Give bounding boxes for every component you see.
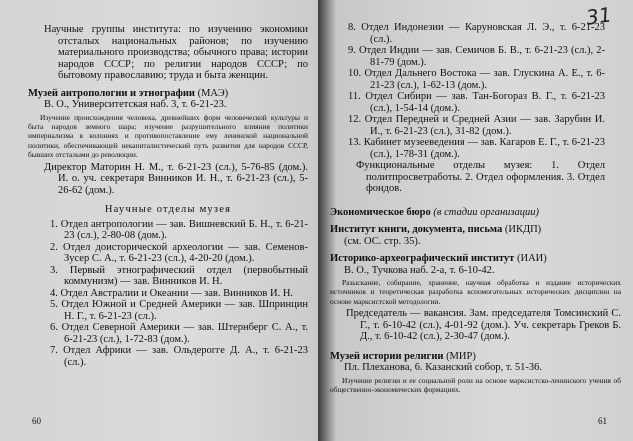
page-number: 61 — [598, 416, 607, 426]
department-item: 13. Кабинет музееведения — зав. Кагаров Е. Г., т. 6-21-23 (сл.), 1-78-31 (дом.). — [348, 137, 605, 160]
econ-note: (в стадии организации) — [433, 206, 540, 218]
iai-heading — [330, 253, 621, 265]
mae-heading — [28, 88, 308, 100]
mae-title: Музей антропологии и этнографии — [28, 87, 195, 99]
iai-staff: Председатель — вакансия. Зам. председателя Томсинский С. Г., т. 6-10-42 (сл.), 4-01-92 (дом.). Уч. секретарь Греков Б. Д., т. 6-10-42 (сл.), 2-30-47 (дом.). — [346, 308, 621, 343]
ikdp-ref: (см. ОС. стр. 35). — [344, 235, 421, 247]
mae-description: Изучение происхождения человека, древнейших форм человеческой культуры и быта народов земного шара; изучение разрушительного влияния политики империализма в колониях и противопоставление ему ленинской национальной политики, обеспечивающей некапиталистический путь развития для народов СССР, бывших отсталыми до революции. — [28, 112, 308, 160]
department-item: 8. Отдел Индонезии — Каруновская Л. Э., т. 6-21-23 (сл.). — [348, 22, 605, 45]
department-item: 4. Отдел Австралии и Океании — зав. Винников И. Н. — [50, 287, 294, 299]
department-item: 6. Отдел Северной Америки — зав. Штернберг С. А., т. 6-21-23 (сл.), 1-72-83 (дом.). — [50, 322, 308, 345]
iai-title: Историко-археографический институт — [330, 253, 515, 264]
departments-heading: Научные отделы музея — [104, 204, 232, 216]
iai-description: Разыскание, собирание, хранение, научная обработка и издание исторических источников и теоретическая разработка вспомогательных исторических дисциплин на основе марксистской методологии. — [330, 278, 621, 306]
econ-title: Экономическое бюро — [330, 206, 431, 218]
mir-description: Изучение религии и ее социальной роли на основе марксистско-ленинского учения об общественно-экономических формациях. — [330, 375, 621, 395]
mir-address: Пл. Плеханова, 6. Казанский собор, т. 51-36. — [344, 362, 543, 374]
iai-abbr: (ИАИ) — [516, 253, 547, 264]
right-page — [318, 0, 633, 441]
mae-staff: Директор Маторин Н. М., т. 6-21-23 (сл.), 5-76-85 (дом.). И. о. уч. секретаря Винников И. Н., т. 6-21-23 (сл.), 5-26-62 (дом.). — [44, 161, 308, 196]
mae-abbr: (МАЭ) — [197, 87, 229, 99]
department-item: 9. Отдел Индии — зав. Семичов Б. В., т. 6-21-23 (сл.), 2-81-79 (дом.). — [348, 45, 605, 68]
department-item: 11. Отдел Сибири — зав. Тан-Богораз В. Г., т. 6-21-23 (сл.), 1-54-14 (дом.). — [348, 91, 605, 114]
research-groups-text: Научные группы института: по изучению экономики отсталых национальных районов; по изучению материального производства; обычного права; истории народов СССР; по религии народов СССР; по бытовому православию; труда и быта женщин. — [44, 24, 308, 81]
econ-bureau-heading — [330, 207, 621, 219]
department-item: 2. Отдел доисторической археологии — зав. Семенов-Зусер С. А., т. 6-21-23 (сл.), 4-20-20 (дом.). — [50, 241, 308, 265]
iai-address: В. О., Тучкова наб. 2-а, т. 6-10-42. — [344, 264, 495, 276]
handwritten-mark: 31 — [584, 2, 613, 30]
mir-title: Музей истории религии — [330, 350, 444, 362]
departments-list — [28, 219, 308, 369]
department-item: 7. Отдел Африки — зав. Ольдерогге Д. А., т. 6-21-23 (сл.). — [50, 345, 308, 368]
ikdp-abbr: (ИКДП) — [504, 224, 542, 235]
mae-address: В. О., Университетская наб. 3, т. 6-21-23. — [44, 99, 227, 110]
page-number: 60 — [32, 416, 41, 426]
department-item: 10. Отдел Дальнего Востока — зав. Глускина А. Е., т. 6-21-23 (сл.), 1-62-13 (дом.). — [348, 68, 605, 91]
mir-heading — [330, 351, 621, 363]
ikdp-title: Институт книги, документа, письма — [330, 224, 503, 235]
department-item: 3. Первый этнографический отдел (первобытный коммунизм) — зав. Винников И. Н. — [50, 264, 308, 288]
department-item: 12. Отдел Передней и Средней Азии — зав. Зарубин И. И., т. 6-21-23 (сл.), 31-82 (дом.). — [348, 114, 605, 137]
ikdp-heading — [330, 224, 621, 236]
department-item: 1. Отдел антропологии — зав. Вишневский Б. Н., т. 6-21-23 (сл.), 2-80-08 (дом.). — [50, 218, 308, 242]
mir-abbr: (МИР) — [446, 350, 476, 362]
functional-departments: Функциональные отделы музея: 1. Отдел политпросветработы. 2. Отдел оформления. 3. Отдел фондов. — [356, 160, 605, 194]
departments-list-continued — [330, 22, 621, 160]
department-item: 5. Отдел Южной и Средней Америки — зав. Шпринцин Н. Г., т. 6-21-23 (сл.). — [50, 299, 308, 322]
